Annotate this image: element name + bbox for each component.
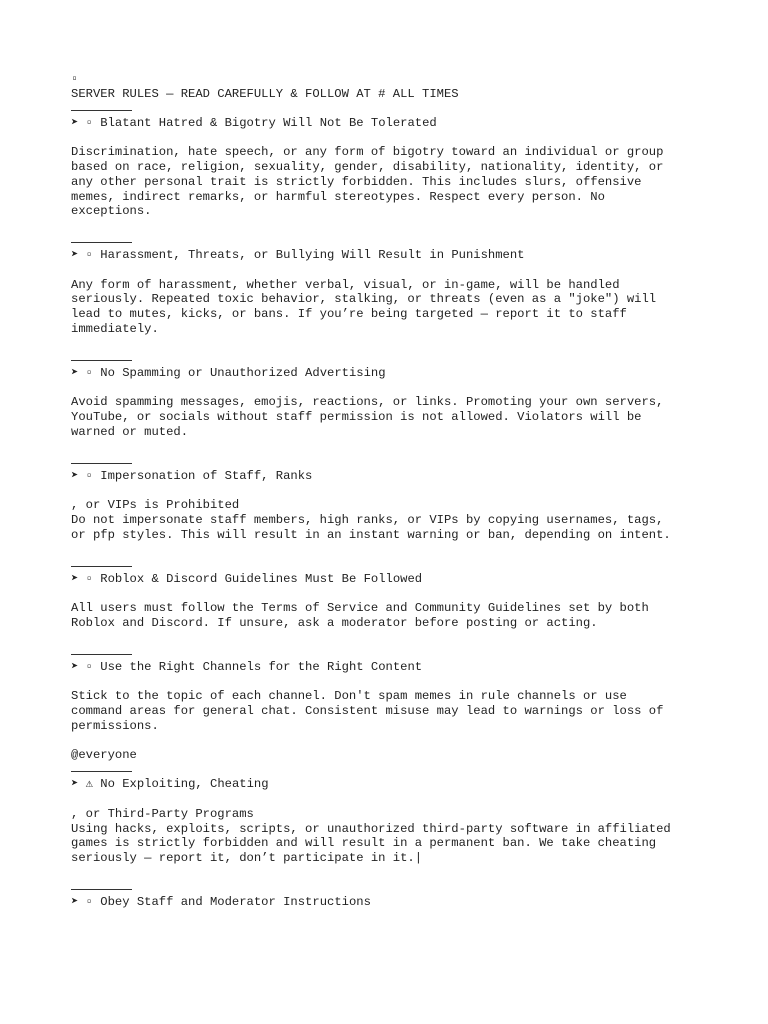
rule-body-hatred — [71, 145, 711, 219]
rule-text-line: based on race, religion, sexuality, gender, disability, nationality, identity, or — [71, 160, 664, 175]
rule-text-line: , or Third-Party Programs — [71, 806, 254, 821]
rule-heading-harassment: ➤ ▫ Harassment, Threats, or Bullying Will Result in Punishment — [71, 248, 525, 263]
title-icon: ▫ — [71, 72, 79, 86]
rule-body-exploiting — [71, 807, 711, 866]
rule-text-line: lead to mutes, kicks, or bans. If you’re being targeted — report it to staff — [71, 307, 627, 322]
divider — [71, 351, 132, 366]
rule-text-line: warned or muted. — [71, 424, 189, 439]
rule-text-line: Any form of harassment, whether verbal, visual, or in-game, will be handled — [71, 277, 620, 292]
rule-text-line: YouTube, or socials without staff permission is not allowed. Violators will be — [71, 410, 642, 425]
rule-text-line: memes, indirect remarks, or harmful stereotypes. Respect every person. No — [71, 189, 605, 204]
rule-body-channels — [71, 689, 711, 733]
rule-heading-channels: ➤ ▫ Use the Right Channels for the Right Content — [71, 659, 423, 674]
rule-text-line: Discrimination, hate speech, or any form of bigotry toward an individual or group — [71, 145, 664, 160]
rule-text-line: seriously — report it, don’t participate in it.| — [71, 850, 423, 865]
rule-heading-exploiting: ➤ ⚠ No Exploiting, Cheating — [71, 777, 269, 792]
rule-text-line: Do not impersonate staff members, high ranks, or VIPs by copying usernames, tags, — [71, 512, 664, 527]
divider — [71, 557, 132, 572]
rule-heading-guidelines: ➤ ▫ Roblox & Discord Guidelines Must Be Followed — [71, 571, 423, 586]
rule-text-line: permissions. — [71, 718, 159, 733]
rule-body-guidelines — [71, 601, 711, 630]
divider — [71, 101, 132, 116]
page-title: SERVER RULES — READ CAREFULLY & FOLLOW AT # ALL TIMES — [71, 86, 459, 101]
rule-text-line: Using hacks, exploits, scripts, or unauthorized third-party software in affiliated — [71, 821, 671, 836]
rule-text-line: All users must follow the Terms of Service and Community Guidelines set by both — [71, 601, 649, 616]
rule-text-line: command areas for general chat. Consistent misuse may lead to warnings or loss of — [71, 703, 664, 718]
rule-body-spamming — [71, 395, 711, 439]
rule-text-line: games is strictly forbidden and will result in a permanent ban. We take cheating — [71, 836, 657, 851]
everyone-mention: @everyone — [71, 748, 137, 763]
rule-heading-impersonation: ➤ ▫ Impersonation of Staff, Ranks — [71, 468, 313, 483]
rule-text-line: seriously. Repeated toxic behavior, stalking, or threats (even as a "joke") will — [71, 292, 657, 307]
rule-body-harassment — [71, 278, 711, 337]
rule-body-impersonation — [71, 498, 711, 542]
rule-text-line: Avoid spamming messages, emojis, reactions, or links. Promoting your own servers, — [71, 395, 664, 410]
rule-text-line: Roblox and Discord. If unsure, ask a moderator before posting or acting. — [71, 615, 598, 630]
rule-text-line: or pfp styles. This will result in an instant warning or ban, depending on intent. — [71, 527, 671, 542]
rule-text-line: exceptions. — [71, 204, 152, 219]
rule-text-line: , or VIPs is Prohibited — [71, 498, 240, 513]
divider — [71, 234, 132, 249]
rule-heading-obey-staff: ➤ ▫ Obey Staff and Moderator Instructions — [71, 895, 371, 910]
divider — [71, 454, 132, 469]
divider — [71, 880, 132, 895]
rule-text-line: any other personal trait is strictly forbidden. This includes slurs, offensive — [71, 174, 642, 189]
rule-heading-hatred: ➤ ▫ Blatant Hatred & Bigotry Will Not Be Tolerated — [71, 116, 437, 131]
rules-document — [71, 72, 711, 910]
divider — [71, 645, 132, 660]
divider — [71, 763, 132, 778]
rule-text-line: Stick to the topic of each channel. Don't spam memes in rule channels or use — [71, 689, 627, 704]
rule-heading-spamming: ➤ ▫ No Spamming or Unauthorized Advertising — [71, 365, 386, 380]
rule-text-line: immediately. — [71, 321, 159, 336]
